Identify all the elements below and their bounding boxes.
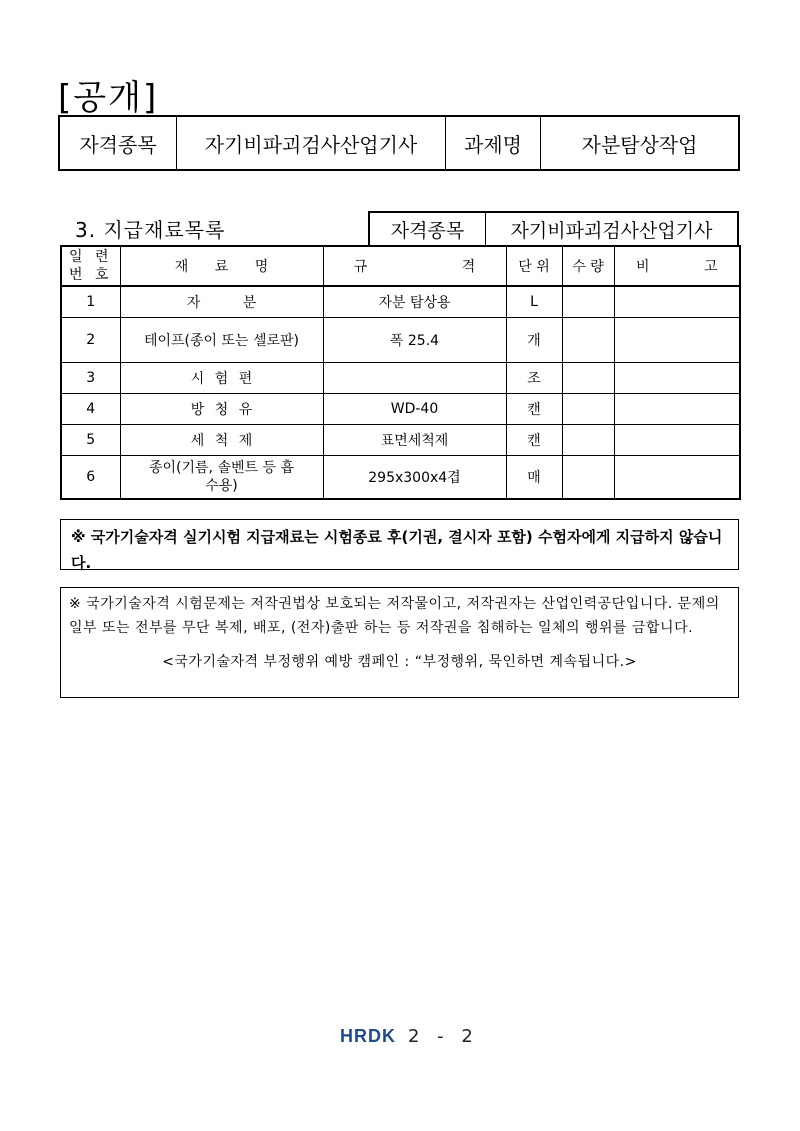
row-no: 4 [61,393,120,424]
notice-text: ※ 국가기술자격 실기시험 지급재료는 시험종료 후(기권, 결시자 포함) 수험자에게 지급하지 않습니다. [71,528,723,572]
header-spec: 규 격 [323,246,506,286]
row-no: 2 [61,317,120,362]
table-header-row [61,246,740,286]
table-row [61,362,740,393]
qualification-value: 자기비파괴검사산업기사 [177,117,446,169]
row-spec: 폭 25.4 [323,317,506,362]
row-note [614,393,740,424]
row-qty [562,424,614,455]
qualification-box-label: 자격종목 [370,213,486,246]
copyright-text: ※ 국가기술자격 시험문제는 저작권법상 보호되는 저작물이고, 저작권자는 산업인력공단입니다. 문제의 일부 또는 전부를 무단 복제, 배포, (전자)출판 하는 등 저작권을 침해하는 일체의 행위를 금합니다. [69,596,720,636]
row-note [614,317,740,362]
row-unit: 조 [506,362,562,393]
section-title: 3. 지급재료목록 [75,218,226,242]
row-name: 테이프(종이 또는 셀로판) [120,317,323,362]
row-qty [562,317,614,362]
row-unit: 개 [506,317,562,362]
header-quantity: 수 량 [562,246,614,286]
row-name: 시 험 편 [120,362,323,393]
row-qty [562,393,614,424]
table-row [61,286,740,317]
footer [340,1026,479,1047]
row-no: 6 [61,455,120,499]
public-label: [공개] [58,78,159,118]
row-note [614,286,740,317]
table-row [61,455,740,499]
row-name: 종이(기름, 솔벤트 등 흡수용) [120,455,323,499]
row-qty [562,362,614,393]
header-serial-no [61,246,120,286]
materials-table [60,245,741,500]
row-name: 세 척 제 [120,424,323,455]
row-no: 5 [61,424,120,455]
task-value: 자분탐상작업 [581,132,698,157]
header-serial-no-line1: 일 련 [69,249,113,265]
row-qty [562,286,614,317]
row-note [614,455,740,499]
qualification-label: 자격종목 [60,117,177,169]
row-name: 자 분 [120,286,323,317]
row-unit: L [506,286,562,317]
row-no: 1 [61,286,120,317]
row-spec: 자분 탐상용 [323,286,506,317]
row-spec: 표면세척제 [323,424,506,455]
header-note: 비 고 [614,246,740,286]
row-note [614,362,740,393]
campaign-text: <국가기술자격 부정행위 예방 캠페인 : “부정행위, 묵인하면 계속됩니다.> [162,654,637,670]
row-spec: 295x300x4겹 [323,455,506,499]
table-row [61,317,740,362]
row-name: 방 청 유 [120,393,323,424]
header-box [58,115,740,171]
header-serial-no-line2: 번 호 [69,267,113,283]
copyright-box [60,587,739,698]
qualification-box-value: 자기비파괴검사산업기사 [510,220,713,242]
table-row [61,393,740,424]
qualification-box [368,211,739,246]
row-spec: WD-40 [323,393,506,424]
row-unit: 매 [506,455,562,499]
task-label: 과제명 [446,117,541,169]
row-no: 3 [61,362,120,393]
row-qty [562,455,614,499]
notice-box [60,519,739,570]
hrdk-logo: HRDK [340,1026,396,1046]
row-spec [323,362,506,393]
row-unit: 캔 [506,424,562,455]
header-unit: 단 위 [506,246,562,286]
row-unit: 캔 [506,393,562,424]
table-row [61,424,740,455]
page-number: 2 - 2 [408,1026,479,1047]
header-material-name: 재 료 명 [120,246,323,286]
row-note [614,424,740,455]
